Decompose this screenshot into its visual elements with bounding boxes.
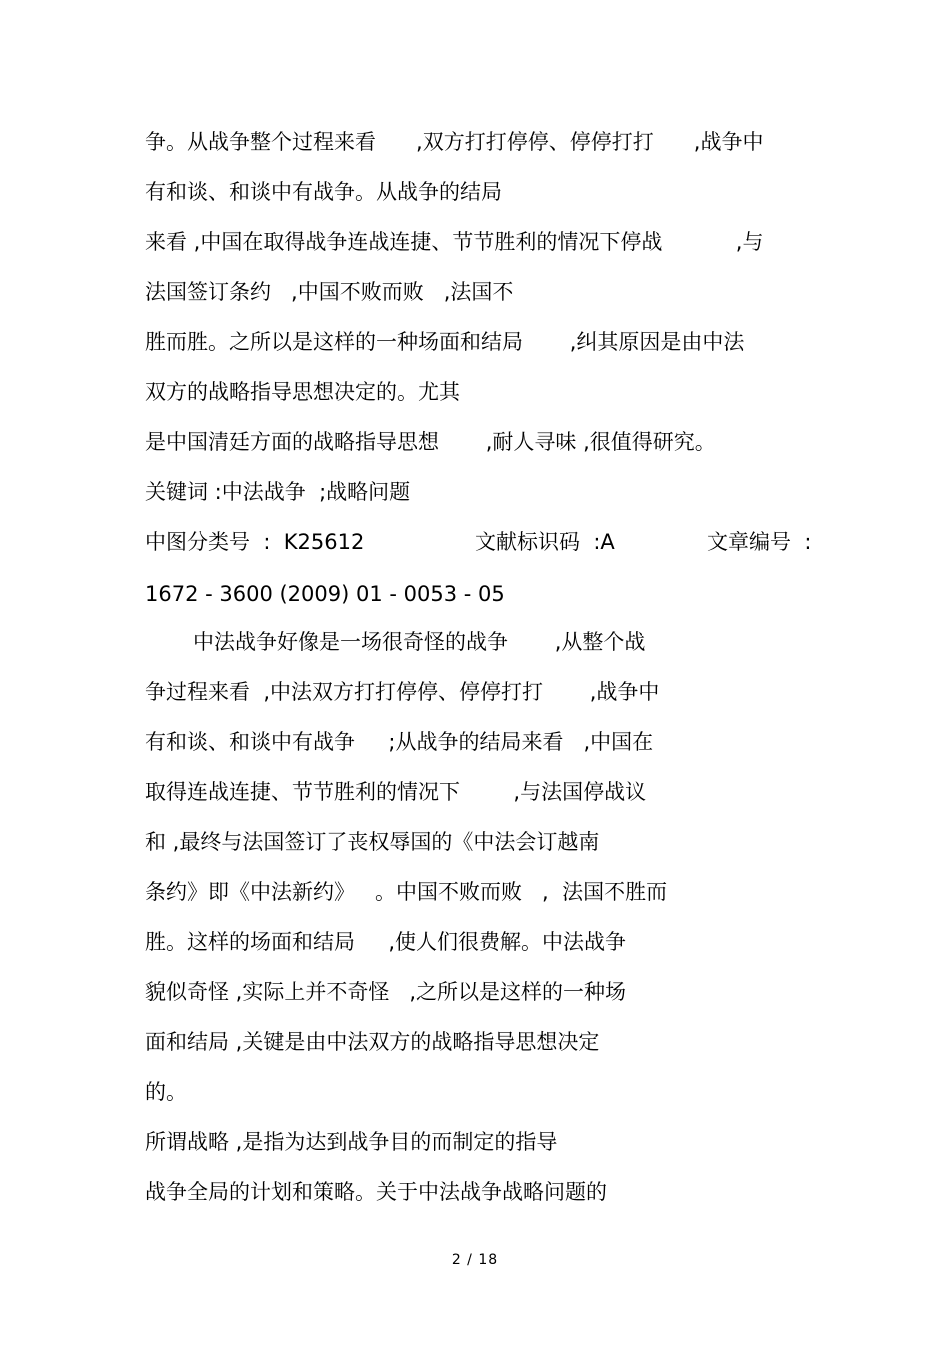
- abstract-line: 有和谈、和谈中有战争。从战争的结局: [145, 180, 502, 204]
- body-line: 所谓战略 ,是指为达到战争目的而制定的指导: [145, 1130, 558, 1154]
- body-line: 的。: [145, 1080, 187, 1104]
- article-number-label: 文章编号 :: [707, 530, 812, 554]
- article-number: 1672 - 3600 (2009) 01 - 0053 - 05: [145, 582, 505, 606]
- body-line: 取得连战连捷、节节胜利的情况下 ,与法国停战议: [145, 780, 647, 804]
- body-line: 有和谈、和谈中有战争 ;从战争的结局来看 ,中国在: [145, 730, 654, 754]
- abstract-line: 争。从战争整个过程来看 ,双方打打停停、停停打打 ,战争中: [145, 130, 764, 154]
- page-number: 2 / 18: [451, 1252, 499, 1268]
- body-line: 貌似奇怪 ,实际上并不奇怪 ,之所以是这样的一种场: [145, 980, 627, 1004]
- body-line: 条约》即《中法新约》 。中国不败而败 , 法国不胜而: [145, 880, 668, 904]
- body-line: 和 ,最终与法国签订了丧权辱国的《中法会订越南: [145, 830, 600, 854]
- body-line: 争过程来看 ,中法双方打打停停、停停打打 ,战争中: [145, 680, 660, 704]
- body-line: 面和结局 ,关键是由中法双方的战略指导思想决定: [145, 1030, 600, 1054]
- abstract-line: 双方的战略指导思想决定的。尤其: [145, 380, 460, 404]
- abstract-line: 是中国清廷方面的战略指导思想 ,耐人寻味 ,很值得研究。: [145, 430, 716, 454]
- document-code: 文献标识码 :A: [475, 530, 615, 554]
- keywords-line: 关键词 :中法战争 ;战略问题: [145, 480, 411, 504]
- abstract-line: 来看 ,中国在取得战争连战连捷、节节胜利的情况下停战 ,与: [145, 230, 764, 254]
- abstract-line: 法国签订条约 ,中国不败而败 ,法国不: [145, 280, 514, 304]
- clc-number: 中图分类号 : K25612: [145, 530, 365, 554]
- body-line: 战争全局的计划和策略。关于中法战争战略问题的: [145, 1180, 607, 1204]
- body-line: 中法战争好像是一场很奇怪的战争 ,从整个战: [193, 630, 646, 654]
- abstract-line: 胜而胜。之所以是这样的一种场面和结局 ,纠其原因是由中法: [145, 330, 745, 354]
- body-line: 胜。这样的场面和结局 ,使人们很费解。中法战争: [145, 930, 627, 954]
